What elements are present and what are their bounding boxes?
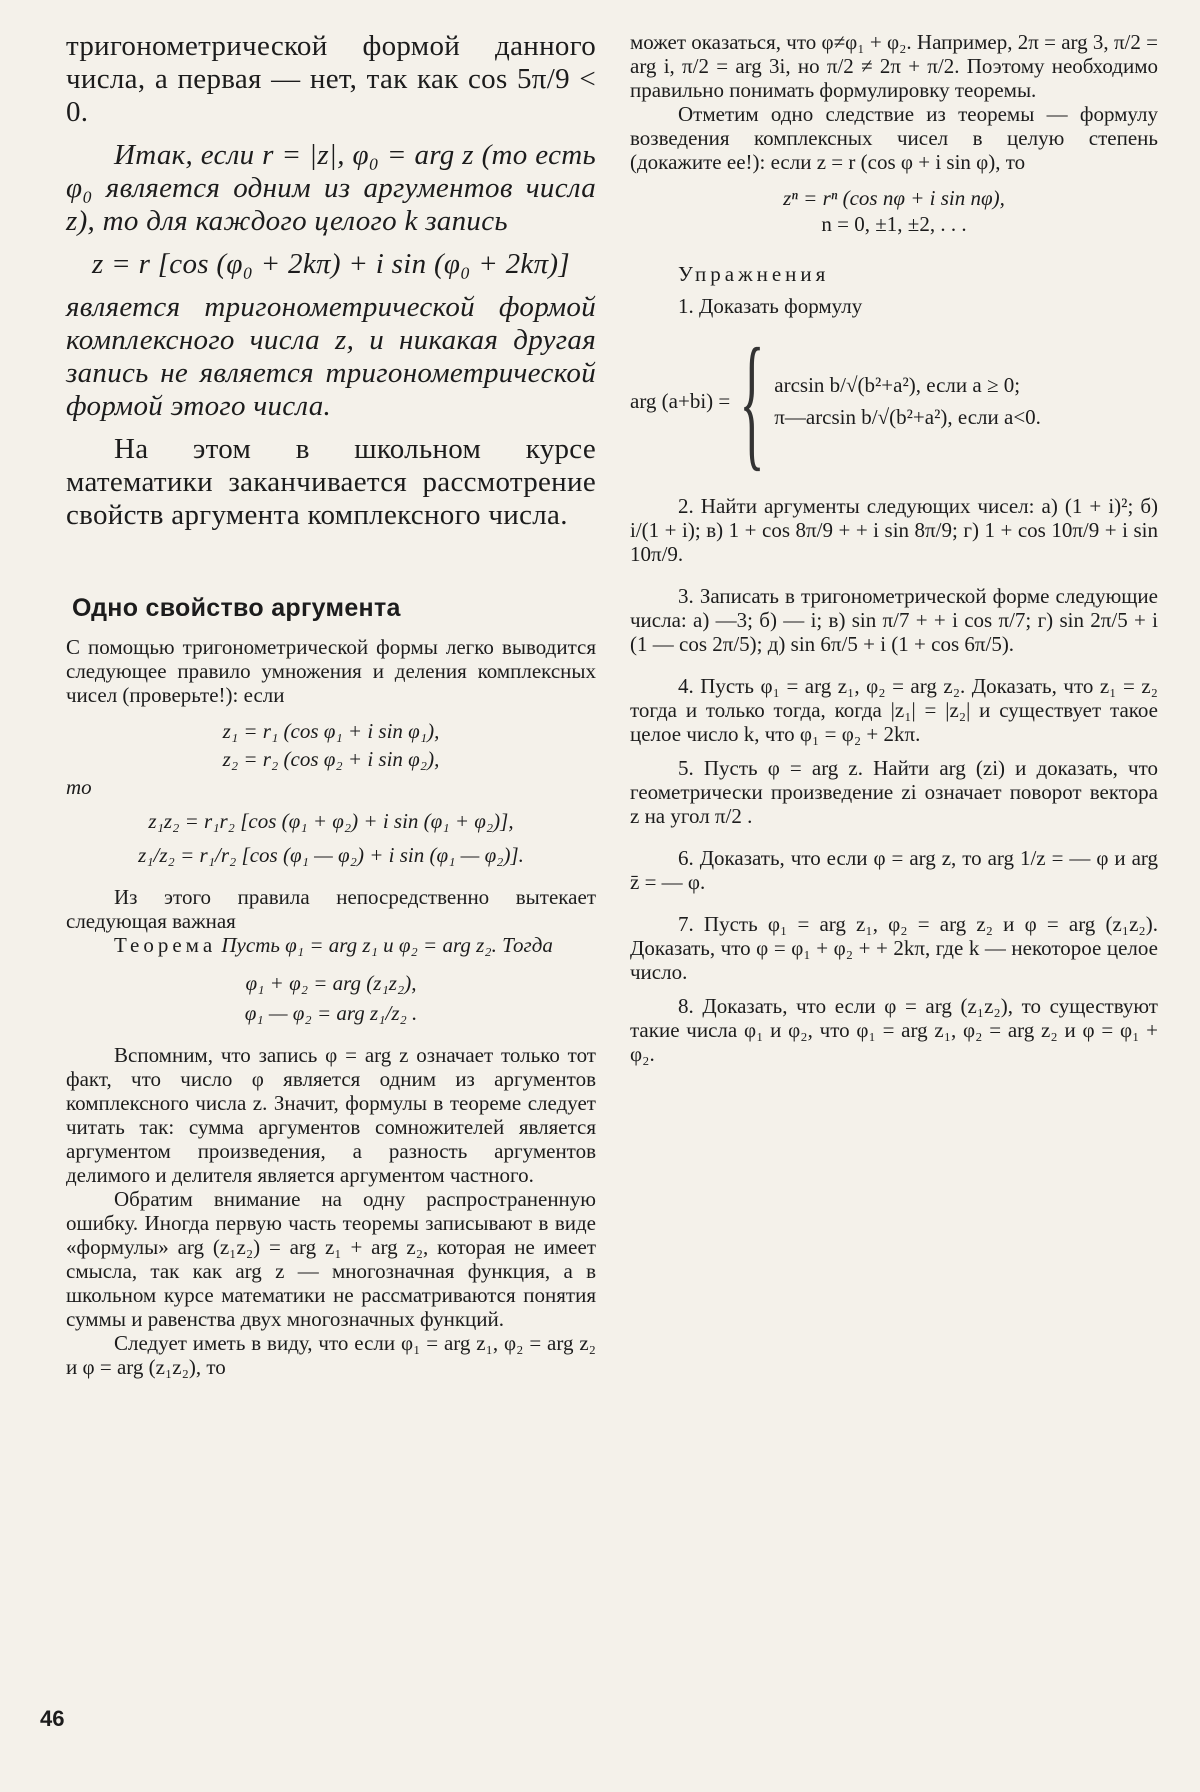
- equation-quotient: z₁/z₂ = r₁/r₂ [cos (φ₁ — φ₂) + i sin (φ₁ — φ₂)].: [138, 843, 524, 867]
- left-column: [66, 30, 596, 1379]
- paragraph-note: Следует иметь в виду, что если φ₁ = arg z₁, φ₂ = arg z₂ и φ = arg (z₁z₂), то: [66, 1331, 596, 1379]
- paragraph-recall: Вспомним, что запись φ = arg z означает только тот факт, что число φ является одним из аргументов комплексного числа z. Значит, формулы в теореме следует читать так: сумма аргументов сомножителей является аргументом произведения, а разность аргументов делимого и делителя является аргументом частного.: [66, 1043, 596, 1187]
- right-column: [630, 30, 1158, 1066]
- paragraph-mistake: Обратим внимание на одну распространенную ошибку. Иногда первую часть теоремы записывают в виде «формулы» arg (z₁z₂) = arg z₁ + arg z₂, которая не имеет смысла, так как arg z — многозначная функция, а в школьном курсе математики не рассматриваются понятия суммы и равенства двух многозначных функций.: [66, 1187, 596, 1331]
- paragraph-rule: С помощью тригонометрической формы легко выводится следующее правило умножения и деления комплексных чисел (проверьте!): если: [66, 635, 596, 707]
- paragraph-intro: тригонометрической формой данного числа, а первая — нет, так как cos 5π/9 < 0.: [66, 30, 596, 128]
- theorem-text: Пусть φ₁ = arg z₁ и φ₂ = arg z₂. Тогда: [221, 933, 553, 957]
- exercise-3: 3. Записать в тригонометрической форме следующие числа: а) —3; б) — i; в) sin π/7 + + i cos π/7; г) sin 2π/5 + i (1 — cos 2π/5); д) sin 6π/5 + i (1 + cos 6π/5).: [630, 584, 1158, 656]
- exercise-1: 1. Доказать формулу: [678, 294, 863, 318]
- word-to: то: [66, 775, 92, 799]
- brace-icon: {: [739, 318, 765, 484]
- equation-power-n: n = 0, ±1, ±2, . . .: [821, 212, 967, 236]
- paragraph-itak: Итак, если r = |z|, φ₀ = arg z (то есть φ₀ является одним из аргументов числа z), то для каждого целого k запись: [66, 139, 596, 237]
- theorem-label: Теорема: [114, 933, 217, 957]
- equation-product: z₁z₂ = r₁r₂ [cos (φ₁ + φ₂) + i sin (φ₁ + φ₂)],: [148, 809, 514, 833]
- paragraph-school-course: На этом в школьном курсе математики заканчивается рассмотрение свойств аргумента комплексного числа.: [66, 433, 596, 531]
- exercise-2: 2. Найти аргументы следующих чисел: а) (1 + i)²; б) i/(1 + i); в) 1 + cos 8π/9 + + i sin 8π/9; г) 1 + cos 10π/9 + i sin 10π/9.: [630, 494, 1158, 566]
- formula-case-1: arcsin b/√(b²+a²), если a ≥ 0;: [774, 373, 1021, 397]
- equation-z1: z₁ = r₁ (cos φ₁ + i sin φ₁),: [222, 719, 440, 743]
- paragraph-conclusion: является тригонометрической формой комплексного числа z, и никакая другая запись не является тригонометрической формой этого числа.: [66, 291, 596, 422]
- equation-diff: φ₁ — φ₂ = arg z₁/z₂ .: [244, 1001, 418, 1025]
- equation-trig-form: z = r [cos (φ₀ + 2kπ) + i sin (φ₀ + 2kπ)]: [92, 248, 570, 280]
- section-heading: Одно свойство аргумента: [72, 594, 401, 622]
- formula-case-2: π—arcsin b/√(b²+a²), если a<0.: [774, 405, 1041, 429]
- formula-lhs: arg (a+bi) =: [630, 389, 731, 413]
- exercise-7: 7. Пусть φ₁ = arg z₁, φ₂ = arg z₂ и φ = arg (z₁z₂). Доказать, что φ = φ₁ + φ₂ + + 2kπ, где k — некоторое целое число.: [630, 912, 1158, 984]
- formula-arg-cases: [630, 318, 1158, 484]
- exercise-4: 4. Пусть φ₁ = arg z₁, φ₂ = arg z₂. Доказать, что z₁ = z₂ тогда и только тогда, когда |z₁| = |z₂| и существует такое целое число k, что φ₁ = φ₂ + 2kπ.: [630, 674, 1158, 746]
- paragraph-corollary: Из этого правила непосредственно вытекает следующая важная: [66, 885, 596, 933]
- exercises-heading: Упражнения: [678, 262, 830, 286]
- equation-power: zⁿ = rⁿ (cos nφ + i sin nφ),: [783, 186, 1005, 210]
- equation-z2: z₂ = r₂ (cos φ₂ + i sin φ₂),: [222, 747, 440, 771]
- paragraph-power: Отметим одно следствие из теоремы — формулу возведения комплексных чисел в целую степень (докажите ее!): если z = r (cos φ + i sin φ), то: [630, 102, 1158, 174]
- exercise-8: 8. Доказать, что если φ = arg (z₁z₂), то существуют такие числа φ₁ и φ₂, что φ₁ = arg z₁, φ₂ = arg z₂ и φ = φ₁ + φ₂.: [630, 994, 1158, 1066]
- page-number: 46: [40, 1706, 65, 1731]
- exercise-6: 6. Доказать, что если φ = arg z, то arg 1/z = — φ и arg z̄ = — φ.: [630, 846, 1158, 894]
- paragraph-example: может оказаться, что φ≠φ₁ + φ₂. Например, 2π = arg 3, π/2 = arg i, π/2 = arg 3i, но π/2 ≠ 2π + π/2. Поэтому необходимо правильно понимать формулировку теоремы.: [630, 30, 1158, 102]
- exercise-5: 5. Пусть φ = arg z. Найти arg (zi) и доказать, что геометрически произведение zi означает поворот вектора z на угол π/2 .: [630, 756, 1158, 828]
- equation-sum: φ₁ + φ₂ = arg (z₁z₂),: [245, 971, 417, 995]
